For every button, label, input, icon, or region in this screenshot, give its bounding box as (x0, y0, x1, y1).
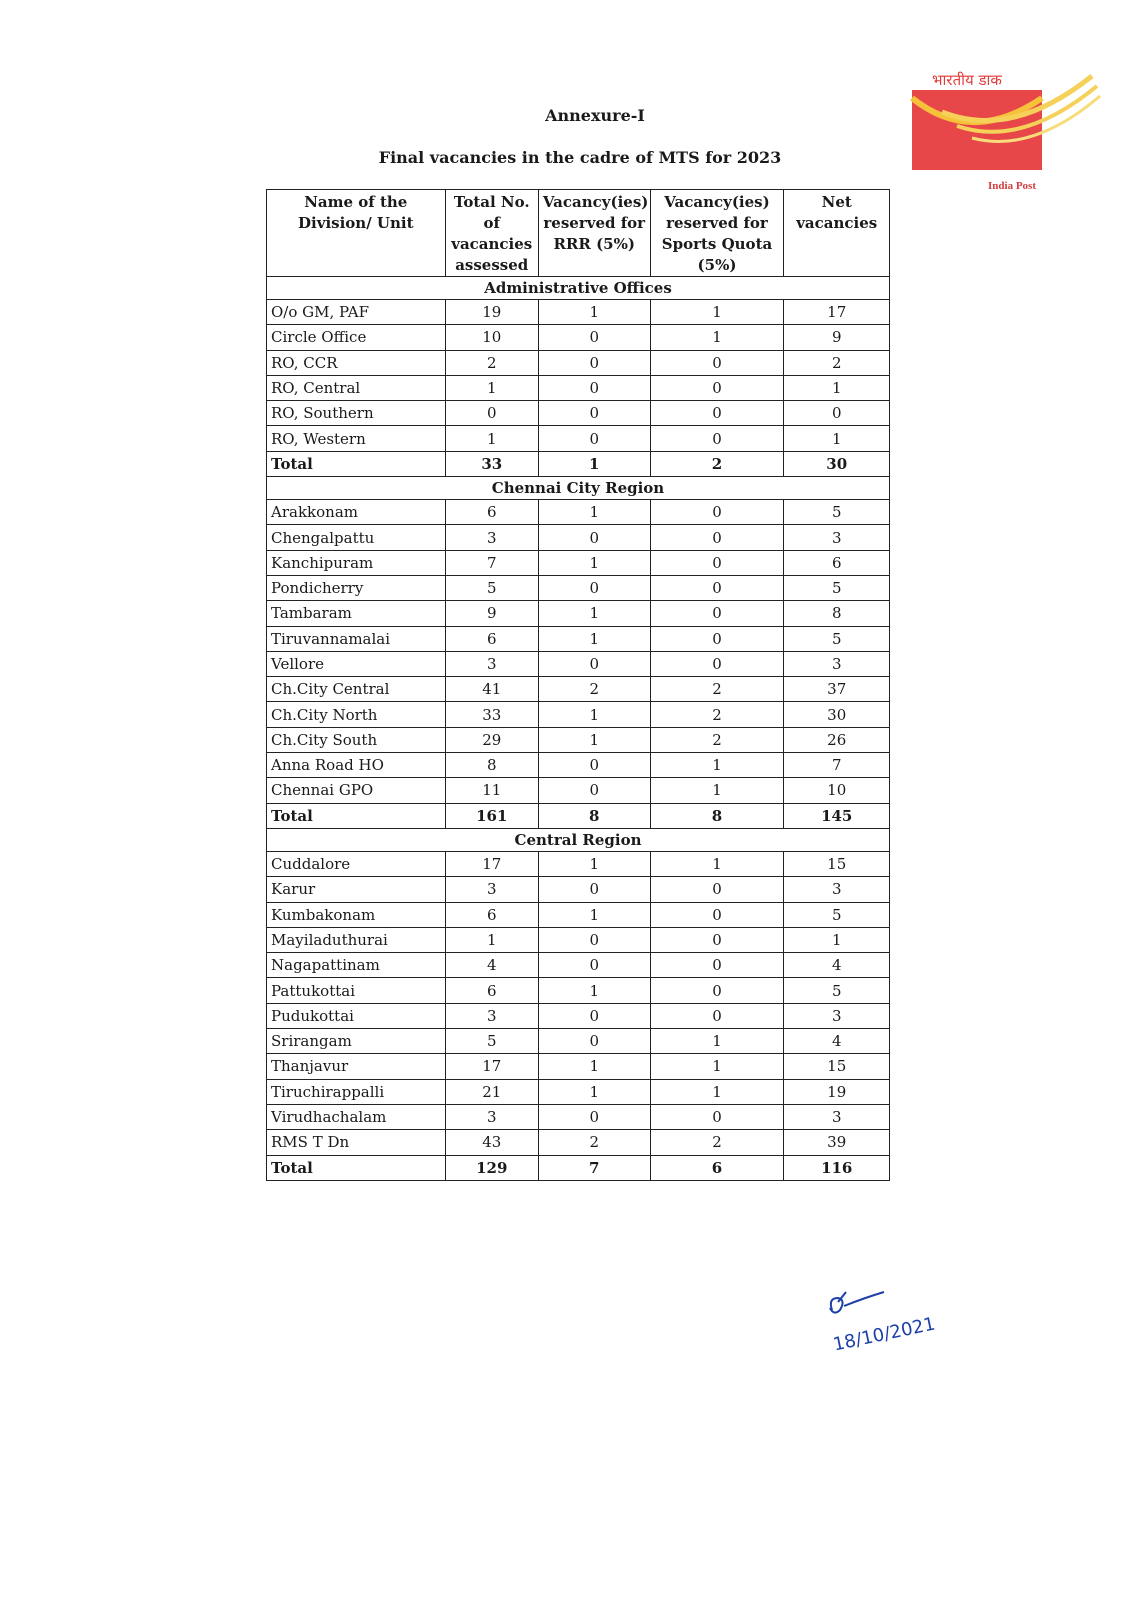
cell-division: RO, CCR (267, 350, 446, 375)
cell-division: Kanchipuram (267, 550, 446, 575)
section-row (267, 828, 890, 851)
cell-total: 43 (445, 1130, 538, 1155)
cell-rrr: 1 (538, 300, 650, 325)
cell-sports: 0 (650, 978, 784, 1003)
cell-rrr: 1 (538, 702, 650, 727)
section-row (267, 477, 890, 500)
table-row (267, 778, 890, 803)
cell-net: 37 (784, 677, 890, 702)
table-row (267, 902, 890, 927)
cell-rrr: 1 (538, 601, 650, 626)
cell-total: 9 (445, 601, 538, 626)
cell-total: 6 (445, 902, 538, 927)
cell-total: 5 (445, 1029, 538, 1054)
cell-division: Ch.City North (267, 702, 446, 727)
cell-net: 10 (784, 778, 890, 803)
cell-sports: 8 (650, 803, 784, 828)
cell-net: 4 (784, 953, 890, 978)
cell-rrr: 2 (538, 677, 650, 702)
cell-rrr: 0 (538, 1003, 650, 1028)
total-row (267, 1155, 890, 1180)
cell-total: 3 (445, 1003, 538, 1028)
cell-division: Vellore (267, 651, 446, 676)
table-row (267, 300, 890, 325)
table-row (267, 626, 890, 651)
table-row (267, 1003, 890, 1028)
cell-sports: 0 (650, 601, 784, 626)
cell-net: 6 (784, 550, 890, 575)
table-row (267, 727, 890, 752)
cell-division: Chengalpattu (267, 525, 446, 550)
header-rrr: Vacancy(ies) reserved for RRR (5%) (538, 190, 650, 277)
table-row (267, 525, 890, 550)
cell-division: O/o GM, PAF (267, 300, 446, 325)
cell-division: RO, Western (267, 426, 446, 451)
cell-total: 0 (445, 401, 538, 426)
table-row (267, 1029, 890, 1054)
cell-sports: 0 (650, 1003, 784, 1028)
cell-division: Mayiladuthurai (267, 927, 446, 952)
cell-rrr: 1 (538, 1054, 650, 1079)
cell-sports: 2 (650, 1130, 784, 1155)
table-row (267, 375, 890, 400)
table-header-row (267, 190, 890, 277)
cell-division: Pattukottai (267, 978, 446, 1003)
cell-rrr: 0 (538, 753, 650, 778)
cell-division: Ch.City Central (267, 677, 446, 702)
cell-division: Nagapattinam (267, 953, 446, 978)
cell-rrr: 0 (538, 525, 650, 550)
cell-sports: 6 (650, 1155, 784, 1180)
cell-net: 116 (784, 1155, 890, 1180)
cell-sports: 1 (650, 325, 784, 350)
section-title: Central Region (267, 828, 890, 851)
cell-division: Anna Road HO (267, 753, 446, 778)
cell-division: Ch.City South (267, 727, 446, 752)
cell-sports: 1 (650, 753, 784, 778)
header-sports: Vacancy(ies) reserved for Sports Quota (5%) (650, 190, 784, 277)
svg-text:18/10/2021: 18/10/2021 (831, 1313, 938, 1356)
cell-total: 6 (445, 626, 538, 651)
cell-division: Pudukottai (267, 1003, 446, 1028)
cell-total: 4 (445, 953, 538, 978)
table-row (267, 1104, 890, 1129)
table-row (267, 1079, 890, 1104)
annexure-heading: Annexure-I (545, 106, 645, 125)
cell-total: 41 (445, 677, 538, 702)
cell-division: Thanjavur (267, 1054, 446, 1079)
cell-division: RO, Central (267, 375, 446, 400)
table-row (267, 350, 890, 375)
cell-division: Arakkonam (267, 500, 446, 525)
cell-total: 3 (445, 651, 538, 676)
cell-total: 5 (445, 575, 538, 600)
cell-total: 11 (445, 778, 538, 803)
cell-rrr: 0 (538, 1029, 650, 1054)
india-post-logo (902, 68, 1102, 200)
section-title: Chennai City Region (267, 477, 890, 500)
cell-sports: 1 (650, 778, 784, 803)
cell-total: 8 (445, 753, 538, 778)
cell-rrr: 1 (538, 451, 650, 476)
cell-total: 6 (445, 500, 538, 525)
cell-net: 1 (784, 375, 890, 400)
cell-total: 29 (445, 727, 538, 752)
cell-net: 30 (784, 451, 890, 476)
cell-net: 7 (784, 753, 890, 778)
cell-sports: 2 (650, 677, 784, 702)
cell-sports: 0 (650, 575, 784, 600)
table-row (267, 550, 890, 575)
cell-division: RMS T Dn (267, 1130, 446, 1155)
cell-rrr: 1 (538, 978, 650, 1003)
cell-net: 17 (784, 300, 890, 325)
cell-net: 3 (784, 877, 890, 902)
cell-division: Kumbakonam (267, 902, 446, 927)
cell-net: 4 (784, 1029, 890, 1054)
handwritten-signature (824, 1288, 974, 1368)
header-total: Total No. of vacancies assessed (445, 190, 538, 277)
vacancy-table (266, 189, 890, 1181)
cell-division: Circle Office (267, 325, 446, 350)
cell-division: Total (267, 451, 446, 476)
cell-sports: 0 (650, 953, 784, 978)
cell-rrr: 1 (538, 550, 650, 575)
table-row (267, 851, 890, 876)
cell-sports: 2 (650, 727, 784, 752)
cell-net: 15 (784, 1054, 890, 1079)
header-division: Name of the Division/ Unit (267, 190, 446, 277)
cell-total: 33 (445, 702, 538, 727)
cell-rrr: 0 (538, 778, 650, 803)
cell-rrr: 0 (538, 350, 650, 375)
cell-rrr: 0 (538, 426, 650, 451)
cell-division: Chennai GPO (267, 778, 446, 803)
cell-rrr: 2 (538, 1130, 650, 1155)
cell-rrr: 1 (538, 851, 650, 876)
cell-net: 145 (784, 803, 890, 828)
cell-rrr: 1 (538, 500, 650, 525)
table-row (267, 575, 890, 600)
table-row (267, 426, 890, 451)
cell-rrr: 0 (538, 953, 650, 978)
cell-rrr: 7 (538, 1155, 650, 1180)
cell-net: 3 (784, 525, 890, 550)
cell-total: 3 (445, 877, 538, 902)
cell-sports: 0 (650, 401, 784, 426)
table-row (267, 651, 890, 676)
cell-division: RO, Southern (267, 401, 446, 426)
cell-division: Tiruchirappalli (267, 1079, 446, 1104)
cell-division: Total (267, 803, 446, 828)
cell-net: 5 (784, 626, 890, 651)
cell-sports: 0 (650, 525, 784, 550)
cell-total: 129 (445, 1155, 538, 1180)
total-row (267, 803, 890, 828)
cell-rrr: 1 (538, 626, 650, 651)
cell-net: 5 (784, 500, 890, 525)
cell-net: 3 (784, 1104, 890, 1129)
table-row (267, 927, 890, 952)
cell-rrr: 0 (538, 575, 650, 600)
cell-net: 3 (784, 651, 890, 676)
cell-rrr: 0 (538, 375, 650, 400)
cell-net: 5 (784, 575, 890, 600)
cell-total: 3 (445, 1104, 538, 1129)
cell-sports: 2 (650, 451, 784, 476)
cell-division: Total (267, 1155, 446, 1180)
cell-division: Tiruvannamalai (267, 626, 446, 651)
cell-sports: 1 (650, 1029, 784, 1054)
cell-rrr: 1 (538, 1079, 650, 1104)
cell-total: 17 (445, 1054, 538, 1079)
table-row (267, 1054, 890, 1079)
cell-sports: 0 (650, 550, 784, 575)
cell-sports: 0 (650, 651, 784, 676)
cell-rrr: 0 (538, 1104, 650, 1129)
cell-net: 9 (784, 325, 890, 350)
cell-division: Tambaram (267, 601, 446, 626)
cell-net: 30 (784, 702, 890, 727)
cell-rrr: 8 (538, 803, 650, 828)
table-row (267, 953, 890, 978)
cell-total: 1 (445, 927, 538, 952)
cell-sports: 0 (650, 902, 784, 927)
cell-division: Pondicherry (267, 575, 446, 600)
cell-total: 7 (445, 550, 538, 575)
cell-total: 17 (445, 851, 538, 876)
cell-rrr: 1 (538, 727, 650, 752)
cell-net: 2 (784, 350, 890, 375)
cell-sports: 0 (650, 1104, 784, 1129)
cell-sports: 0 (650, 877, 784, 902)
cell-rrr: 0 (538, 325, 650, 350)
cell-total: 3 (445, 525, 538, 550)
cell-total: 161 (445, 803, 538, 828)
cell-net: 39 (784, 1130, 890, 1155)
cell-net: 19 (784, 1079, 890, 1104)
table-row (267, 677, 890, 702)
cell-rrr: 1 (538, 902, 650, 927)
document-title: Final vacancies in the cadre of MTS for 2023 (378, 148, 782, 167)
section-row (267, 277, 890, 300)
table-row (267, 978, 890, 1003)
cell-division: Cuddalore (267, 851, 446, 876)
cell-sports: 0 (650, 927, 784, 952)
cell-sports: 0 (650, 375, 784, 400)
table-row (267, 325, 890, 350)
cell-rrr: 0 (538, 401, 650, 426)
cell-net: 26 (784, 727, 890, 752)
cell-net: 5 (784, 902, 890, 927)
cell-total: 19 (445, 300, 538, 325)
cell-net: 0 (784, 401, 890, 426)
cell-total: 21 (445, 1079, 538, 1104)
cell-sports: 0 (650, 426, 784, 451)
table-body (267, 277, 890, 1181)
table-row (267, 877, 890, 902)
section-title: Administrative Offices (267, 277, 890, 300)
cell-rrr: 0 (538, 927, 650, 952)
table-row (267, 702, 890, 727)
table-row (267, 401, 890, 426)
cell-rrr: 0 (538, 877, 650, 902)
cell-total: 33 (445, 451, 538, 476)
cell-sports: 1 (650, 1054, 784, 1079)
header-net: Net vacancies (784, 190, 890, 277)
cell-rrr: 0 (538, 651, 650, 676)
cell-sports: 0 (650, 626, 784, 651)
cell-sports: 0 (650, 350, 784, 375)
cell-total: 2 (445, 350, 538, 375)
table-row (267, 601, 890, 626)
cell-division: Karur (267, 877, 446, 902)
cell-sports: 2 (650, 702, 784, 727)
cell-division: Srirangam (267, 1029, 446, 1054)
table-row (267, 1130, 890, 1155)
cell-sports: 1 (650, 300, 784, 325)
cell-net: 3 (784, 1003, 890, 1028)
cell-sports: 1 (650, 1079, 784, 1104)
logo-hindi-text: भारतीय डाक (932, 71, 1002, 89)
cell-total: 10 (445, 325, 538, 350)
cell-total: 6 (445, 978, 538, 1003)
cell-net: 1 (784, 927, 890, 952)
total-row (267, 451, 890, 476)
cell-sports: 0 (650, 500, 784, 525)
table-row (267, 753, 890, 778)
cell-net: 1 (784, 426, 890, 451)
logo-india-post-text: India Post (988, 180, 1036, 192)
cell-sports: 1 (650, 851, 784, 876)
cell-net: 15 (784, 851, 890, 876)
cell-net: 8 (784, 601, 890, 626)
table-row (267, 500, 890, 525)
cell-division: Virudhachalam (267, 1104, 446, 1129)
cell-total: 1 (445, 375, 538, 400)
cell-total: 1 (445, 426, 538, 451)
cell-net: 5 (784, 978, 890, 1003)
